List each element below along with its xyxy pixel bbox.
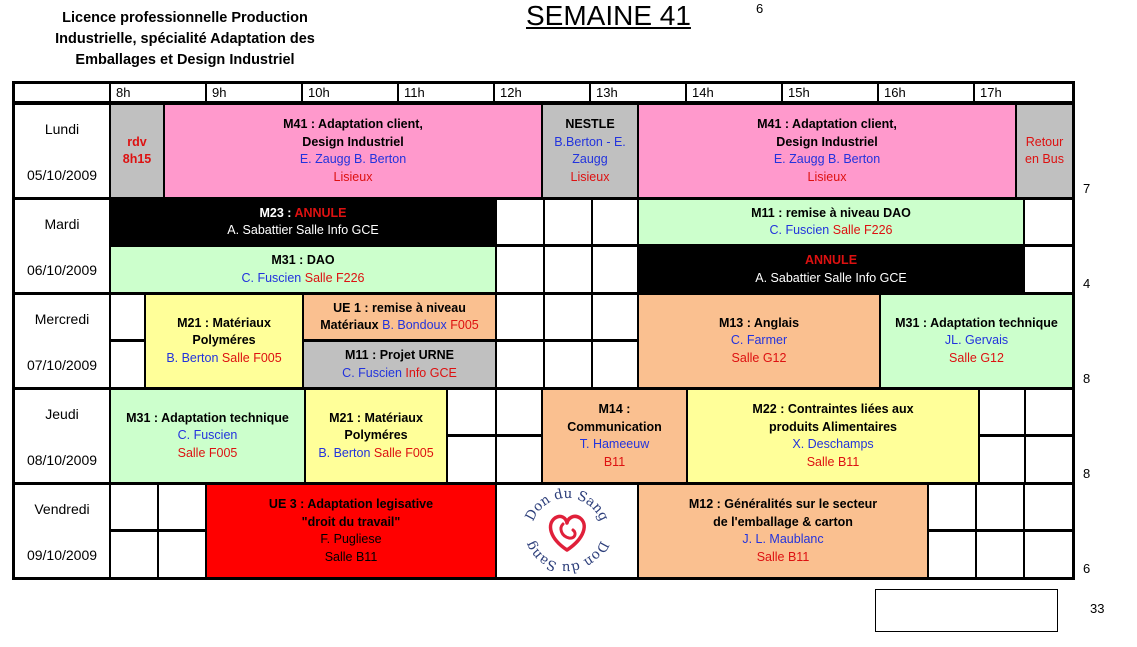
course-teacher: T. Hameeuw xyxy=(579,437,650,451)
mercredi-m21-course xyxy=(146,295,302,387)
program-title-line: Industrielle, spécialité Adaptation des xyxy=(55,31,315,47)
jeudi-m31-course xyxy=(111,390,304,482)
retour-label: en Bus xyxy=(1025,152,1064,166)
empty-slot xyxy=(593,342,637,387)
course-teacher: X. Deschamps xyxy=(792,437,874,451)
course-teacher: C. Fuscien xyxy=(769,223,830,237)
rdv-label: rdv xyxy=(127,134,147,149)
empty-slot xyxy=(448,390,495,434)
course-title: M22 : Contraintes liées aux xyxy=(752,402,914,416)
empty-slot xyxy=(593,200,637,244)
course-title: Design Industriel xyxy=(302,134,404,149)
course-title: Polyméres xyxy=(192,333,256,348)
empty-slot xyxy=(545,247,591,292)
lundi-m41-morning-course xyxy=(165,105,541,197)
day-name: Mercredi xyxy=(34,311,90,327)
course-room: Salle G12 xyxy=(731,350,787,365)
day-date: 06/10/2009 xyxy=(26,262,98,278)
empty-slot xyxy=(1026,437,1072,482)
week-title: SEMAINE 41 xyxy=(526,0,691,31)
day-cell xyxy=(15,390,109,482)
day-name: Jeudi xyxy=(45,406,79,422)
jeudi-m14-course xyxy=(543,390,686,482)
program-title-line: Licence professionnelle Production xyxy=(62,10,308,26)
course-teacher: C. Fuscien xyxy=(177,428,238,443)
course-teacher: E. Zaugg B. Berton xyxy=(299,152,407,166)
course-title: NESTLE xyxy=(565,117,615,131)
course-teacher: C. Farmer xyxy=(730,333,788,348)
course-room: B11 xyxy=(603,454,626,469)
mercredi-m13-course xyxy=(639,295,879,387)
course-detail: A. Sabattier Salle Info GCE xyxy=(227,223,379,237)
day-date: 05/10/2009 xyxy=(26,167,98,183)
timetable-grid xyxy=(12,81,1075,580)
lundi-m41-afternoon-course xyxy=(639,105,1015,197)
course-room: Salle B11 xyxy=(324,549,378,564)
course-teacher: B.Berton - E. xyxy=(554,134,626,149)
program-title xyxy=(20,8,350,71)
heart-icon xyxy=(551,516,585,550)
cancelled-badge: ANNULE xyxy=(804,253,858,267)
course-room: F005 xyxy=(450,318,479,332)
course-title: M41 : Adaptation client, xyxy=(757,117,897,131)
hour-header: 13h xyxy=(591,84,685,101)
empty-slot xyxy=(929,532,975,577)
course-title: produits Alimentaires xyxy=(768,419,898,434)
empty-slot xyxy=(593,247,637,292)
logo-text-bottom: Don du Sang xyxy=(522,538,612,576)
row-total: 4 xyxy=(1083,276,1091,291)
hour-header: 14h xyxy=(687,84,781,101)
mardi-m31-course xyxy=(111,247,495,292)
empty-slot xyxy=(1025,247,1072,292)
empty-slot xyxy=(593,295,637,339)
row-total: 6 xyxy=(1083,561,1091,576)
vendredi-ue3-course xyxy=(207,485,495,577)
course-room: Lisieux xyxy=(333,169,373,184)
empty-slot xyxy=(159,485,205,529)
page-number: 6 xyxy=(756,1,764,16)
course-teacher: F. Pugliese xyxy=(320,532,382,546)
hour-header: 17h xyxy=(975,84,1072,101)
lundi-nestle-visit xyxy=(543,105,637,197)
course-teacher: B. Bondoux xyxy=(382,318,447,332)
signature-box xyxy=(875,589,1058,632)
empty-slot xyxy=(497,295,543,339)
empty-slot xyxy=(545,295,591,339)
course-title: M21 : Matériaux xyxy=(177,315,271,330)
row-total: 7 xyxy=(1083,181,1091,196)
course-title: UE 1 : remise à niveau xyxy=(333,300,466,315)
course-title: M11 : remise à niveau DAO xyxy=(751,205,911,220)
row-total: 8 xyxy=(1083,466,1091,481)
hour-header: 9h xyxy=(207,84,301,101)
course-title: M13 : Anglais xyxy=(718,315,800,330)
empty-slot xyxy=(159,532,205,577)
day-name: Mardi xyxy=(44,216,80,232)
mardi-m23-cancelled xyxy=(111,200,495,244)
course-room: Salle F226 xyxy=(832,223,893,237)
course-title: Design Industriel xyxy=(776,134,878,149)
hour-header: 10h xyxy=(303,84,397,101)
mardi-m11-course xyxy=(639,200,1023,244)
course-room: Salle B11 xyxy=(756,549,810,564)
course-title: "droit du travail" xyxy=(301,514,401,529)
jeudi-m21-course xyxy=(306,390,446,482)
empty-slot xyxy=(980,390,1024,434)
mercredi-ue1-course xyxy=(304,295,495,339)
course-title xyxy=(259,205,346,223)
empty-slot xyxy=(1025,200,1072,244)
course-title: M11 : Projet URNE xyxy=(344,348,455,362)
course-title: UE 3 : Adaptation legisative xyxy=(268,497,434,511)
course-room: Lisieux xyxy=(570,169,610,184)
course-teacher: JL. Gervais xyxy=(944,333,1009,348)
course-teacher: C. Fuscien xyxy=(342,365,402,380)
week-total: 33 xyxy=(1090,601,1105,616)
cancelled-badge: ANNULE xyxy=(294,205,347,220)
course-teacher: Zaugg xyxy=(572,152,608,166)
day-cell xyxy=(15,105,109,197)
empty-slot xyxy=(1025,485,1072,529)
day-cell xyxy=(15,295,109,387)
course-title: Communication xyxy=(567,419,662,434)
empty-slot xyxy=(977,485,1023,529)
empty-slot xyxy=(497,247,543,292)
hour-header: 11h xyxy=(399,84,493,101)
day-date: 08/10/2009 xyxy=(26,452,98,468)
course-room: Info GCE xyxy=(405,365,457,380)
course-room: Salle B11 xyxy=(806,454,860,469)
course-title: Polyméres xyxy=(344,428,408,443)
empty-slot xyxy=(977,532,1023,577)
empty-slot xyxy=(448,437,495,482)
course-room: Lisieux xyxy=(807,169,847,184)
hour-header: 16h xyxy=(879,84,973,101)
course-title: Matériaux xyxy=(320,318,379,332)
empty-slot xyxy=(929,485,975,529)
mardi-afternoon-cancelled xyxy=(639,247,1023,292)
empty-slot xyxy=(497,200,543,244)
empty-slot xyxy=(980,437,1024,482)
course-title: M31 : Adaptation technique xyxy=(895,315,1058,330)
blood-donation-logo-graphic xyxy=(519,486,615,576)
course-room: Salle F005 xyxy=(373,445,434,460)
jeudi-m22-course xyxy=(688,390,978,482)
retour-label: Retour xyxy=(1025,134,1064,149)
empty-slot xyxy=(545,200,591,244)
course-room: Salle G12 xyxy=(949,350,1004,365)
empty-slot xyxy=(1026,390,1072,434)
row-total: 8 xyxy=(1083,371,1091,386)
day-date: 09/10/2009 xyxy=(26,547,98,563)
day-date: 07/10/2009 xyxy=(26,357,98,373)
logo-text-top: Don du Sang xyxy=(522,486,612,524)
course-title: M31 : DAO xyxy=(271,253,335,267)
course-teacher: B. Berton xyxy=(318,445,371,460)
day-cell xyxy=(15,485,109,577)
lundi-rdv-cell xyxy=(111,105,163,197)
course-teacher: B. Berton xyxy=(166,350,219,365)
course-code: M23 : xyxy=(259,205,295,220)
day-name: Vendredi xyxy=(34,501,90,517)
course-teacher: C. Fuscien xyxy=(241,270,302,285)
empty-slot xyxy=(497,390,541,434)
hour-header: 15h xyxy=(783,84,877,101)
course-title: M31 : Adaptation technique xyxy=(126,410,289,425)
course-room: Salle F226 xyxy=(304,270,365,285)
empty-slot xyxy=(545,342,591,387)
hour-header: 8h xyxy=(111,84,205,101)
day-cell xyxy=(15,200,109,292)
course-teacher: J. L. Maublanc xyxy=(742,532,824,546)
empty-slot xyxy=(111,295,144,339)
course-room: Salle F005 xyxy=(177,445,238,460)
lundi-retour-bus xyxy=(1017,105,1072,197)
empty-slot xyxy=(1025,532,1072,577)
day-name: Lundi xyxy=(44,121,80,137)
course-title: M21 : Matériaux xyxy=(329,410,423,425)
corner-cell xyxy=(15,84,109,101)
don-du-sang-logo xyxy=(497,485,637,577)
empty-slot xyxy=(497,437,541,482)
course-title: M41 : Adaptation client, xyxy=(283,117,423,131)
program-title-line: Emballages et Design Industriel xyxy=(75,52,295,68)
empty-slot xyxy=(497,342,543,387)
hour-header: 12h xyxy=(495,84,589,101)
course-title: M14 : xyxy=(598,402,631,416)
course-room: Salle F005 xyxy=(221,350,282,365)
empty-slot xyxy=(111,532,157,577)
rdv-time: 8h15 xyxy=(122,152,152,166)
course-title: de l'emballage & carton xyxy=(713,514,853,529)
vendredi-m12-course xyxy=(639,485,927,577)
empty-slot xyxy=(111,342,144,387)
mercredi-m31-course xyxy=(881,295,1072,387)
course-detail: A. Sabattier Salle Info GCE xyxy=(755,270,907,285)
empty-slot xyxy=(111,485,157,529)
course-title: M12 : Généralités sur le secteur xyxy=(688,497,878,511)
course-teacher: E. Zaugg B. Berton xyxy=(773,152,881,166)
mercredi-m11-course xyxy=(304,342,495,387)
